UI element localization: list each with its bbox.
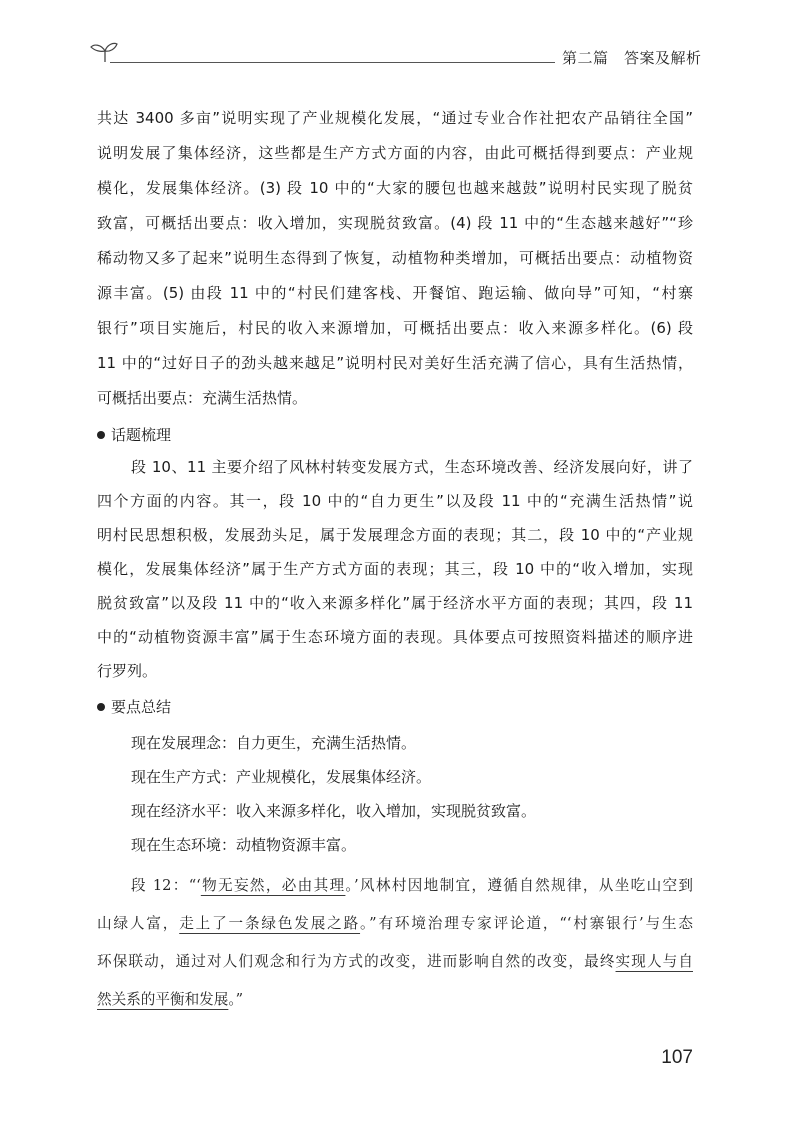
text-segment: 。”: [228, 991, 244, 1008]
heading-label: 话题梳理: [111, 426, 172, 444]
source-passage: [97, 867, 693, 1019]
text-line: 四个方面的内容。其一，段 10 中的“自力更生”以及段 11 中的“充满生活热情”说: [97, 492, 693, 510]
text-line: 可概括出要点：充满生活热情。: [97, 389, 308, 407]
text-line: 致富，可概括出要点：收入增加，实现脱贫致富。(4) 段 11 中的“生态越来越好”“珍: [97, 214, 693, 232]
text-line: 模化，发展集体经济”属于生产方式方面的表现；其三，段 10 中的“收入增加，实现: [97, 560, 693, 578]
underlined-phrase: 走上了一条绿色发展之路: [179, 915, 361, 932]
heading-label: 要点总结: [111, 698, 172, 716]
bullet-icon: [97, 703, 105, 711]
text-segment: 。’风林村因地制宜，遵循自然规律，从坐吃山空到: [345, 877, 693, 894]
section-title: 第二篇 答案及解析: [562, 49, 702, 67]
passage-line: [97, 867, 693, 905]
topic-review-paragraph: [97, 450, 693, 688]
header-rule: [110, 62, 555, 63]
text-segment: 环保联动，通过对人们观念和行为方式的改变，进而影响自然的改变，最终: [97, 953, 616, 970]
text-line: 模化，发展集体经济。(3) 段 10 中的“大家的腰包也越来越鼓”说明村民实现了脱贫: [97, 179, 693, 197]
text-line: 明村民思想积极，发展劲头足，属于发展理念方面的表现；其二，段 10 中的“产业规: [97, 526, 693, 544]
underlined-phrase: 物无妄然，必由其理: [200, 877, 346, 894]
text-line: 现在生态环境：动植物资源丰富。: [131, 836, 357, 854]
underlined-phrase: 实现人与自: [615, 953, 693, 970]
text-line: 稀动物又多了起来”说明生态得到了恢复，动植物种类增加，可概括出要点：动植物资: [97, 249, 693, 267]
text-line: 现在发展理念：自力更生，充满生活热情。: [131, 734, 417, 752]
passage-line: [97, 905, 693, 943]
topic-review-heading: [97, 418, 171, 452]
text-line: 现在经济水平：收入来源多样化，收入增加，实现脱贫致富。: [131, 802, 537, 820]
text-line: 银行”项目实施后，村民的收入来源增加，可概括出要点：收入来源多样化。(6) 段: [97, 319, 693, 337]
text-line: 11 中的“过好日子的劲头越来越足”说明村民对美好生活充满了信心，具有生活热情，: [97, 354, 693, 372]
text-line: 行罗列。: [97, 662, 158, 680]
text-segment: 山绿人富，: [97, 915, 180, 932]
key-points-heading: [97, 690, 171, 724]
text-segment: 段 12：“‘: [131, 877, 201, 894]
page-number: 107: [661, 1047, 693, 1068]
text-line: 共达 3400 多亩”说明实现了产业规模化发展，“通过专业合作社把农产品销往全国”: [97, 109, 693, 127]
passage-line: [97, 981, 693, 1019]
text-line: 源丰富。(5) 由段 11 中的“村民们建客栈、开餐馆、跑运输、做向导”可知，“村寨: [97, 284, 693, 302]
passage-line: [97, 943, 693, 981]
underlined-phrase: 然关系的平衡和发展: [97, 991, 229, 1008]
text-line: 段 10、11 主要介绍了风林村转变发展方式，生态环境改善、经济发展向好，讲了: [131, 458, 693, 476]
text-line: 说明发展了集体经济，这些都是生产方式方面的内容，由此可概括得到要点：产业规: [97, 144, 693, 162]
text-line: 中的“动植物资源丰富”属于生态环境方面的表现。具体要点可按照资料描述的顺序进: [97, 628, 693, 646]
bullet-icon: [97, 431, 105, 439]
text-line: 现在生产方式：产业规模化，发展集体经济。: [131, 768, 432, 786]
key-points-list: [97, 726, 693, 862]
text-line: 脱贫致富”以及段 11 中的“收入来源多样化”属于经济水平方面的表现；其四，段 11: [97, 594, 693, 612]
analysis-paragraph: [97, 101, 693, 416]
text-segment: 。”有环境治理专家评论道，“‘村寨银行’与生态: [360, 915, 693, 932]
